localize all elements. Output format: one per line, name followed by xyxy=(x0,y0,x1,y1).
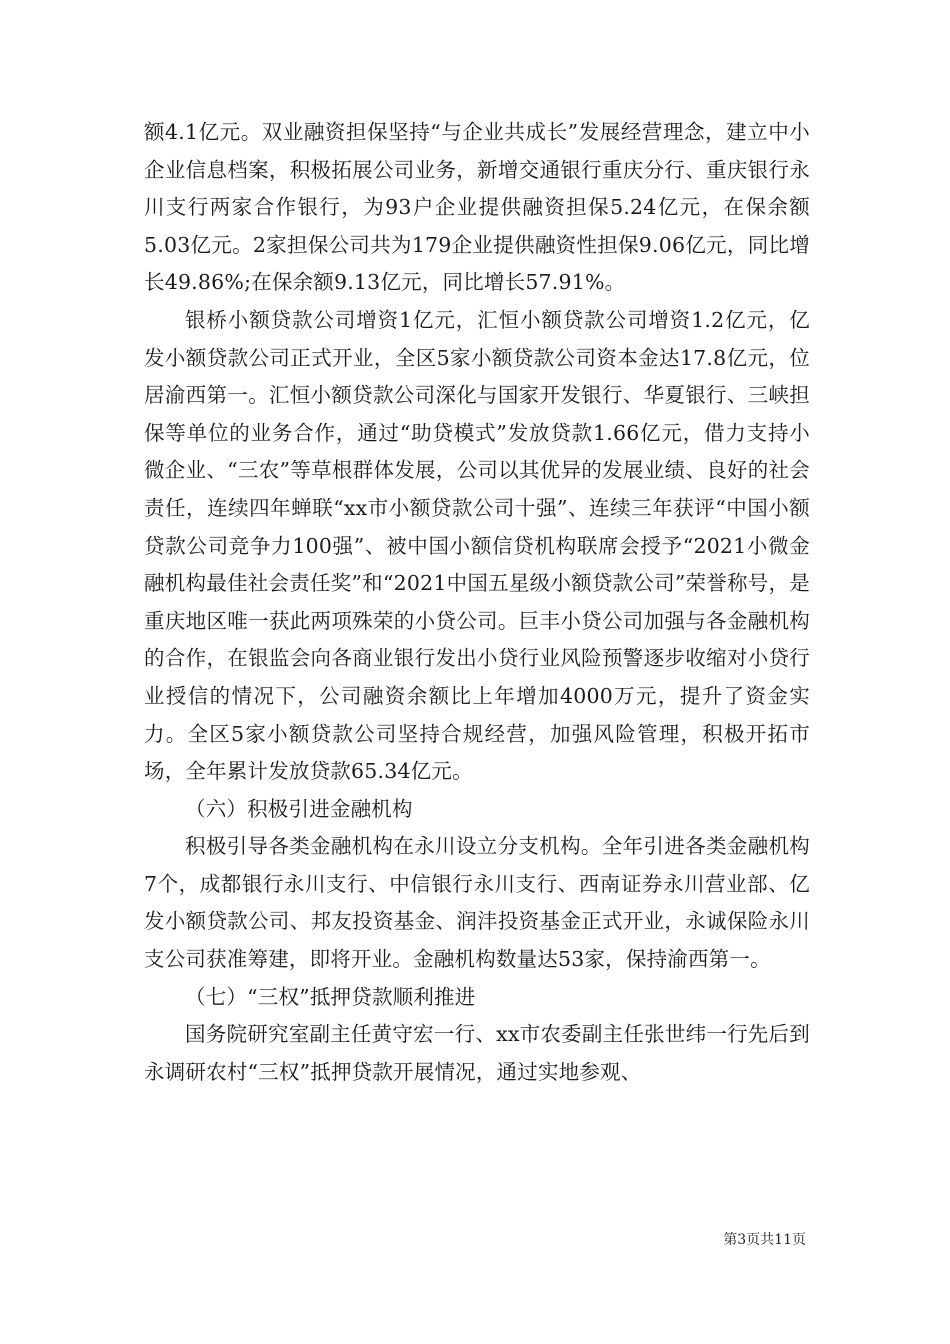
paragraph-three-rights-loans: 国务院研究室副主任黄守宏一行、xx市农委副主任张世纬一行先后到永调研农村“三权”抵押贷款开展情况，通过实地参观、 xyxy=(144,1022,810,1084)
paragraph-microloan-companies: 银桥小额贷款公司增资1亿元，汇恒小额贷款公司增资1.2亿元，亿发小额贷款公司正式开业，全区5家小额贷款公司资本金达17.8亿元，位居渝西第一。汇恒小额贷款公司深化与国家开发银行、华夏银行、三峡担保等单位的业务合作，通过“助贷模式”发放贷款1.66亿元，借力支持小微企业、“三农”等草根群体发展，公司以其优异的发展业绩、良好的社会责任，连续四年蝉联“xx市小额贷款公司十强”、连续三年获评“中国小额贷款公司竞争力100强”、被中国小额信贷机构联席会授予“2021小微金融机构最佳社会责任奖”和“2021中国五星级小额贷款公司”荣誉称号，是重庆地区唯一获此两项殊荣的小贷公司。巨丰小贷公司加强与各金融机构的合作，在银监会向各商业银行发出小贷行业风险预警逐步收缩对小贷行业授信的情况下，公司融资余额比上年增加4000万元，提升了资金实力。全区5家小额贷款公司坚持合规经营，加强风险管理，积极开拓市场，全年累计发放贷款65.34亿元。 xyxy=(144,307,810,784)
section-heading-six: （六）积极引进金融机构 xyxy=(185,796,413,821)
page-number-footer: 第3页共11页 xyxy=(723,1232,806,1248)
paragraph-financial-institutions: 积极引导各类金融机构在永川设立分支机构。全年引进各类金融机构7个，成都银行永川支行、中信银行永川支行、西南证券永川营业部、亿发小额贷款公司、邦友投资基金、润沣投资基金正式开业，永诚保险永川支公司获准筹建，即将开业。金融机构数量达53家，保持渝西第一。 xyxy=(144,834,810,972)
document-body xyxy=(144,114,810,1091)
paragraph-guarantee-continued: 额4.1亿元。双业融资担保坚持“与企业共成长”发展经营理念，建立中小企业信息档案，积极拓展公司业务，新增交通银行重庆分行、重庆银行永川支行两家合作银行，为93户企业提供融资担保5.24亿元，在保余额5.03亿元。2家担保公司共为179企业提供融资性担保9.06亿元，同比增长49.86%;在保余额9.13亿元，同比增长57.91%。 xyxy=(144,120,810,295)
section-heading-seven: （七）“三权”抵押贷款顺利推进 xyxy=(185,984,476,1009)
